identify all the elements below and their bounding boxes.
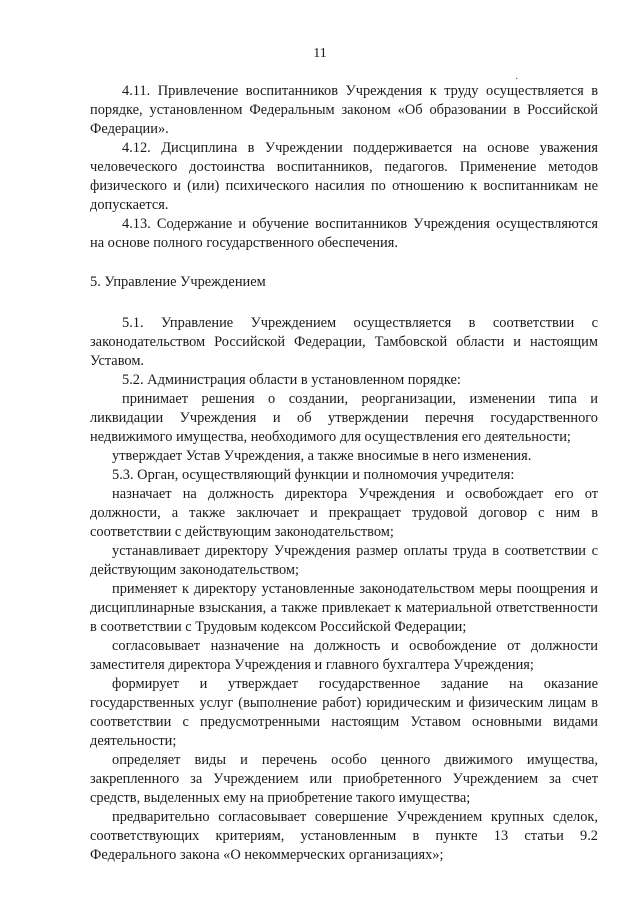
section-heading: 5. Управление Учреждением — [90, 274, 266, 290]
page-number: 11 — [313, 46, 327, 61]
list-item: принимает решения о создании, реорганизации, изменении типа и ликвидации Учреждения и об утверждении перечня государственного недвижимого имущества, необходимого для осуществления его деятельности; — [90, 391, 598, 445]
paragraph-5-3: 5.3. Орган, осуществляющий функции и полномочия учредителя: — [112, 467, 515, 483]
list-item: устанавливает директору Учреждения размер оплаты труда в соответствии с действующим законодательством; — [90, 543, 598, 578]
paragraph-4-12: 4.12. Дисциплина в Учреждении поддерживается на основе уважения человеческого достоинства воспитанников, педагогов. Применение методов физического и (или) психического насилия по отношению к воспитанникам не допускается. — [90, 140, 598, 213]
list-item: формирует и утверждает государственное задание на оказание государственных услуг (выполнение работ) юридическим и физическим лицам в соответствии с предусмотренными настоящим Уставом основными видами деятельности; — [90, 676, 598, 749]
document-body — [90, 82, 598, 865]
corner-mark: · — [515, 74, 519, 85]
paragraph-4-11: 4.11. Привлечение воспитанников Учреждения к труду осуществляется в порядке, установленном Федеральным законом «Об образовании в Российской Федерации». — [90, 83, 598, 137]
list-item: определяет виды и перечень особо ценного движимого имущества, закрепленного за Учреждением или приобретенного Учреждением за счет средств, выделенных ему на приобретение такого имущества; — [90, 752, 598, 806]
list-item: утверждает Устав Учреждения, а также вносимые в него изменения. — [112, 448, 532, 464]
paragraph-5-1: 5.1. Управление Учреждением осуществляется в соответствии с законодательством Российской Федерации, Тамбовской области и настоящим Уставом. — [90, 315, 598, 369]
list-item: применяет к директору установленные законодательством меры поощрения и дисциплинарные взыскания, а также привлекает к материальной ответственности в соответствии с Трудовым кодексом Российской Федерации; — [90, 581, 598, 635]
paragraph-5-2: 5.2. Администрация области в установленном порядке: — [122, 372, 461, 388]
list-item: согласовывает назначение на должность и освобождение от должности заместителя директора Учреждения и главного бухгалтера Учреждения; — [90, 638, 598, 673]
list-item: предварительно согласовывает совершение Учреждением крупных сделок, соответствующих критериям, установленным в пункте 13 статьи 9.2 Федерального закона «О некоммерческих организациях»; — [90, 809, 598, 863]
paragraph-4-13: 4.13. Содержание и обучение воспитанников Учреждения осуществляются на основе полного государственного обеспечения. — [90, 216, 598, 251]
list-item: назначает на должность директора Учреждения и освобождает его от должности, а также заключает и прекращает трудовой договор с ним в соответствии с действующим законодательством; — [90, 486, 598, 540]
